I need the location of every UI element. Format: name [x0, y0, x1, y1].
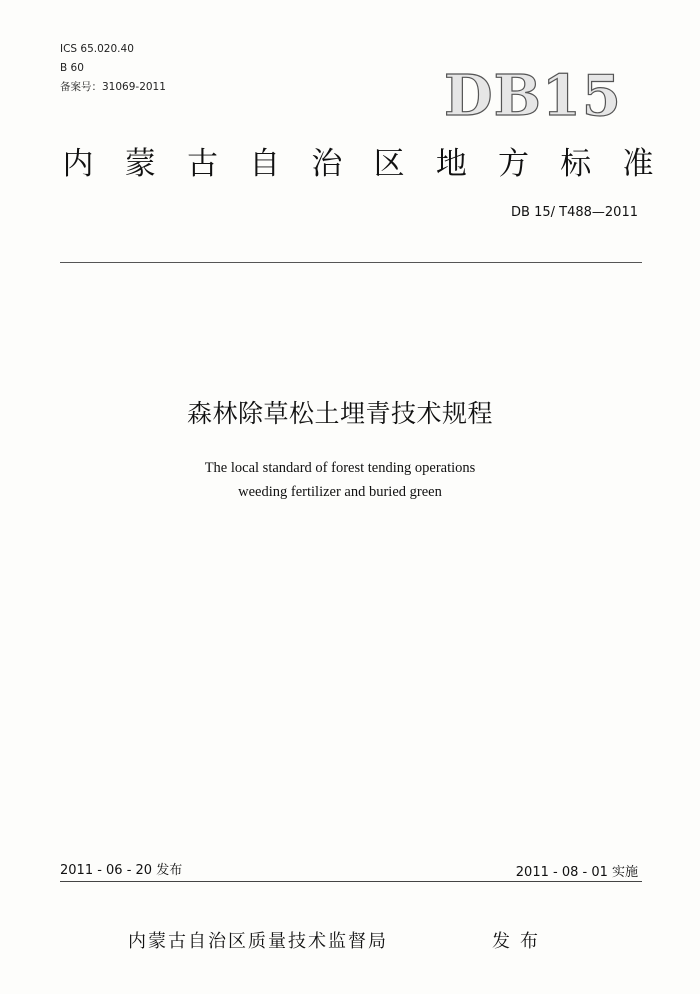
heading-char: 方 — [498, 146, 530, 182]
ics-code: ICS 65.020.40 — [60, 43, 134, 55]
heading-char: 自 — [249, 146, 281, 182]
heading-char: 内 — [62, 146, 94, 182]
english-title-line-2: weeding fertilizer and buried green — [238, 484, 442, 500]
issue-date: 2011 - 06 - 20 发布 — [60, 863, 183, 878]
classification-block — [60, 40, 166, 97]
heading-char: 标 — [560, 146, 592, 182]
implementation-date: 2011 - 08 - 01 实施 — [515, 865, 638, 880]
english-title — [0, 456, 680, 504]
db15-logo: DB15 — [444, 63, 622, 129]
english-title-line-1: The local standard of forest tending operations — [204, 460, 476, 476]
region-standard-heading — [58, 144, 658, 184]
class-code: B 60 — [60, 62, 84, 74]
heading-char: 治 — [311, 146, 343, 182]
standard-number: DB 15/ T488—2011 — [511, 205, 638, 220]
heading-char: 区 — [373, 146, 405, 182]
chinese-title: 森林除草松土埋青技术规程 — [186, 399, 493, 428]
heading-char: 蒙 — [124, 146, 156, 182]
publish-label: 发布 — [492, 931, 548, 952]
heading-char: 准 — [622, 146, 654, 182]
bottom-divider — [60, 881, 642, 882]
publisher-name: 内蒙古自治区质量技术监督局 — [128, 931, 388, 952]
record-number: 备案号：31069-2011 — [60, 81, 166, 93]
heading-char: 地 — [435, 146, 467, 182]
heading-char: 古 — [186, 146, 218, 182]
top-divider — [60, 262, 642, 263]
